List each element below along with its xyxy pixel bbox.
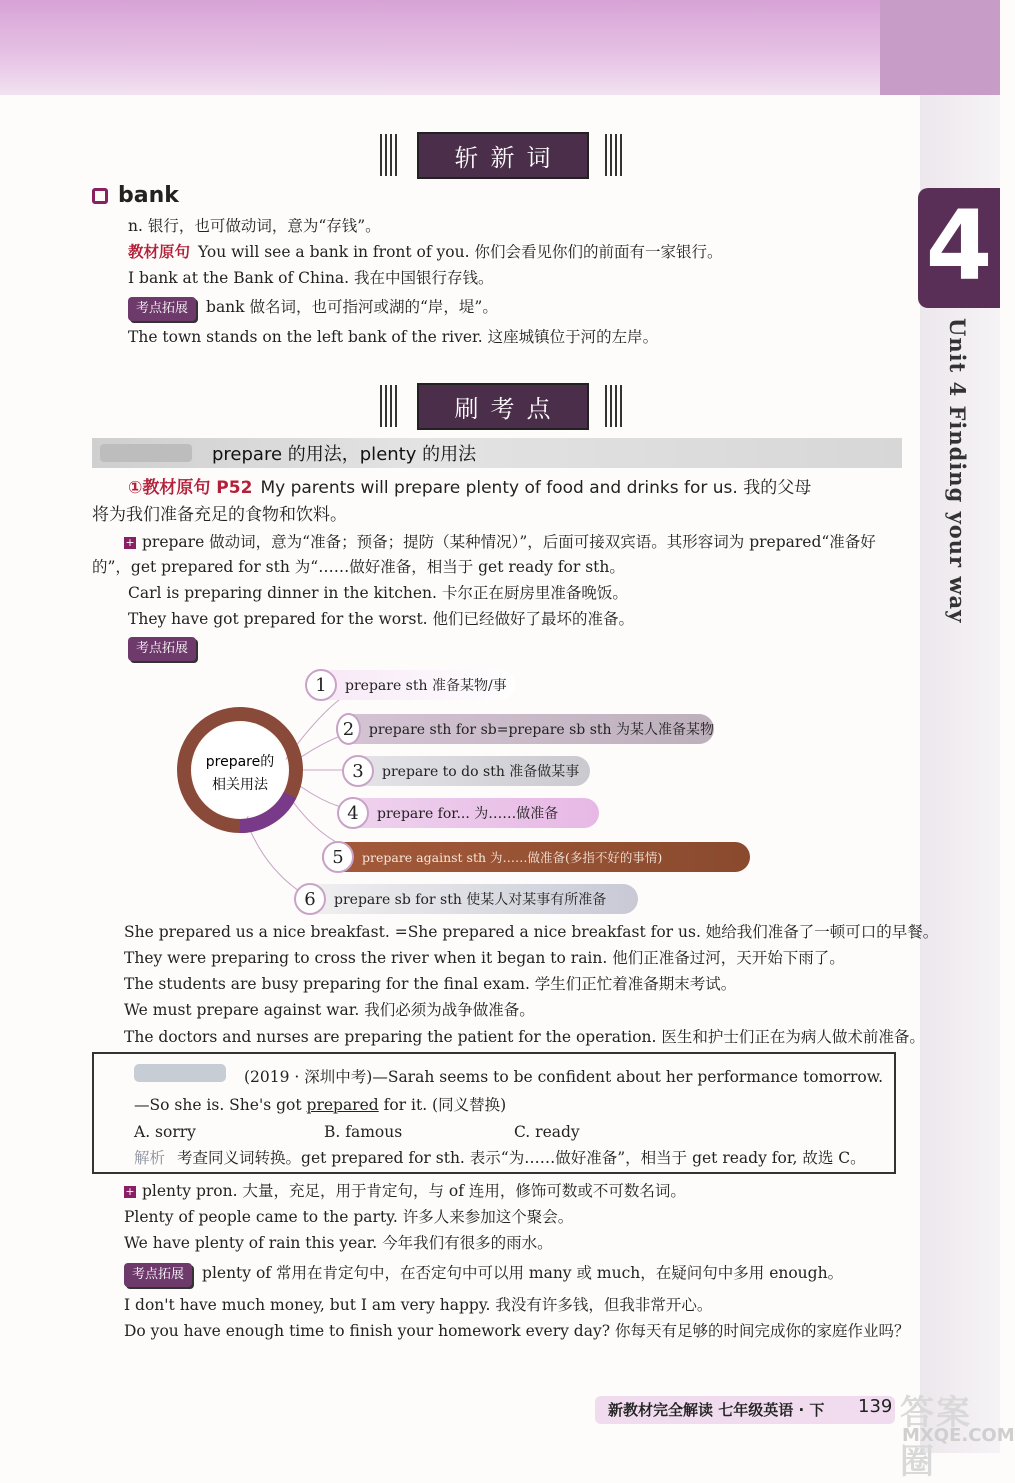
example-sentence: Plenty of people came to the party. 许多人来参加这个聚会。 [124,1208,574,1226]
extension-badge: 考点拓展 [128,637,196,661]
source-sentence: ①教材原句 P52 My parents will prepare plenty of food and drinks for us. 我的父母 [128,478,812,498]
section-title: 刷考点 [417,383,589,430]
diagram-item: 2 prepare sth for sb=prepare sb sth 为某人准备某物 [336,714,714,744]
page-number: 139 [858,1396,893,1417]
prepare-usage-diagram [170,665,370,915]
example-sentence: Do you have enough time to finish your homework every day? 你每天有足够的时间完成你的家庭作业吗？ [124,1322,910,1340]
diagram-center-line1: prepare的 [205,754,275,770]
plus-icon: + [125,536,135,549]
prepare-definition: + prepare 做动词，意为“准备；预备；提防（某种情况）”，后面可接双宾语。其形容词为 prepared“准备好 [125,533,876,551]
exam-point-bar [92,438,902,468]
example-sentence: The doctors and nurses are preparing the patient for the operation. 医生和护士们正在为病人做术前准备。 [124,1028,925,1046]
watermark-logo: 答案圈 [900,1393,972,1482]
example-sentence: I don't have much money, but I am very happy. 我没有许多钱，但我非常开心。 [124,1296,713,1314]
diagram-item: 1 prepare sth 准备某物/事 [305,670,515,700]
exam-point-title: prepare 的用法，plenty 的用法 [212,444,477,465]
word-heading: bank [92,182,179,210]
example-sentence: We have plenty of rain this year. 今年我们有很多的雨水。 [124,1234,553,1252]
option-c: C. ready [514,1123,580,1141]
extension-badge: 考点拓展 [128,297,196,321]
diagram-item: 3 prepare to do sth 准备做某事 [342,756,590,786]
word-definition: n. 银行，也可做动词，意为“存钱”。 [128,217,381,235]
extension-note: 考点拓展 bank 做名词，也可指河或湖的“岸，堤”。 [128,296,498,321]
bullet-icon [92,188,108,204]
unit-title-vertical: Unit 4 Finding your way [945,318,970,624]
example-sentence: She prepared us a nice breakfast. =She prepared a nice breakfast for us. 她给我们准备了一顿可口的早餐。 [124,923,939,941]
unit-number: 4 [925,190,993,302]
exam-question: (2019 · 深圳中考)—Sarah seems to be confident about her performance tomorrow. [244,1068,884,1086]
example-sentence: Carl is preparing dinner in the kitchen. 卡尔正在厨房里准备晚饭。 [128,584,628,602]
example-sentence: The students are busy preparing for the final exam. 学生们正忙着准备期末考试。 [124,975,737,993]
example-sentence: They have got prepared for the worst. 他们已经做好了最坏的准备。 [128,610,635,628]
diagram-item: 4 prepare for... 为……做准备 [337,798,599,828]
exam-question-line2: —So she is. She's got prepared for it. (同义替换) [134,1096,507,1114]
extension-badge: 考点拓展 [124,1263,192,1287]
extension-note [128,636,206,661]
source-sentence: 教材原句 You will see a bank in front of you. 你们会看见你们的前面有一家银行。 [128,243,723,261]
section-header-new-words [380,134,625,176]
diagram-item: 5 prepare against sth 为……做准备(多指不好的事情) [322,842,750,872]
example-sentence: I bank at the Bank of China. 我在中国银行存钱。 [128,269,494,287]
exam-question-box [92,1052,896,1174]
top-decorative-band [0,0,1000,95]
source-translation: 将为我们准备充足的食物和饮料。 [92,505,347,525]
option-b: B. famous [324,1123,403,1141]
diagram-item: 6 prepare sb for sth 使某人对某事有所准备 [294,884,638,914]
example-sentence: We must prepare against war. 我们必须为战争做准备。 [124,1001,535,1019]
section-header-exam-points [380,385,625,427]
footer-book-title: 新教材完全解读 七年级英语 · 下 [608,1401,825,1419]
section-title: 斩新词 [417,132,589,179]
unit-tab [918,188,1000,308]
prepare-definition-cont: 的”，get prepared for sth 为“……做好准备，相当于 get ready for sth。 [92,558,625,576]
option-a: A. sorry [134,1123,196,1141]
plenty-definition: + plenty pron. 大量，充足，用于肯定句，与 of 连用，修饰可数或不可数名词。 [125,1182,686,1200]
plus-icon: + [125,1185,135,1198]
extension-note: 考点拓展 plenty of 常用在肯定句中，在否定句中可以用 many 或 much，在疑问句中多用 enough。 [124,1262,843,1287]
example-sentence: They were preparing to cross the river when it began to rain. 他们正准备过河，天开始下雨了。 [124,949,845,967]
example-sentence: The town stands on the left bank of the river. 这座城镇位于河的左岸。 [128,328,659,346]
exam-analysis: 解析 考查同义词转换。get prepared for sth. 表示“为……做好准备”，相当于 get ready for, 故选 C。 [134,1149,866,1167]
watermark-url: MXQE.COM [902,1425,1015,1446]
diagram-center-line2: 相关用法 [212,777,268,793]
